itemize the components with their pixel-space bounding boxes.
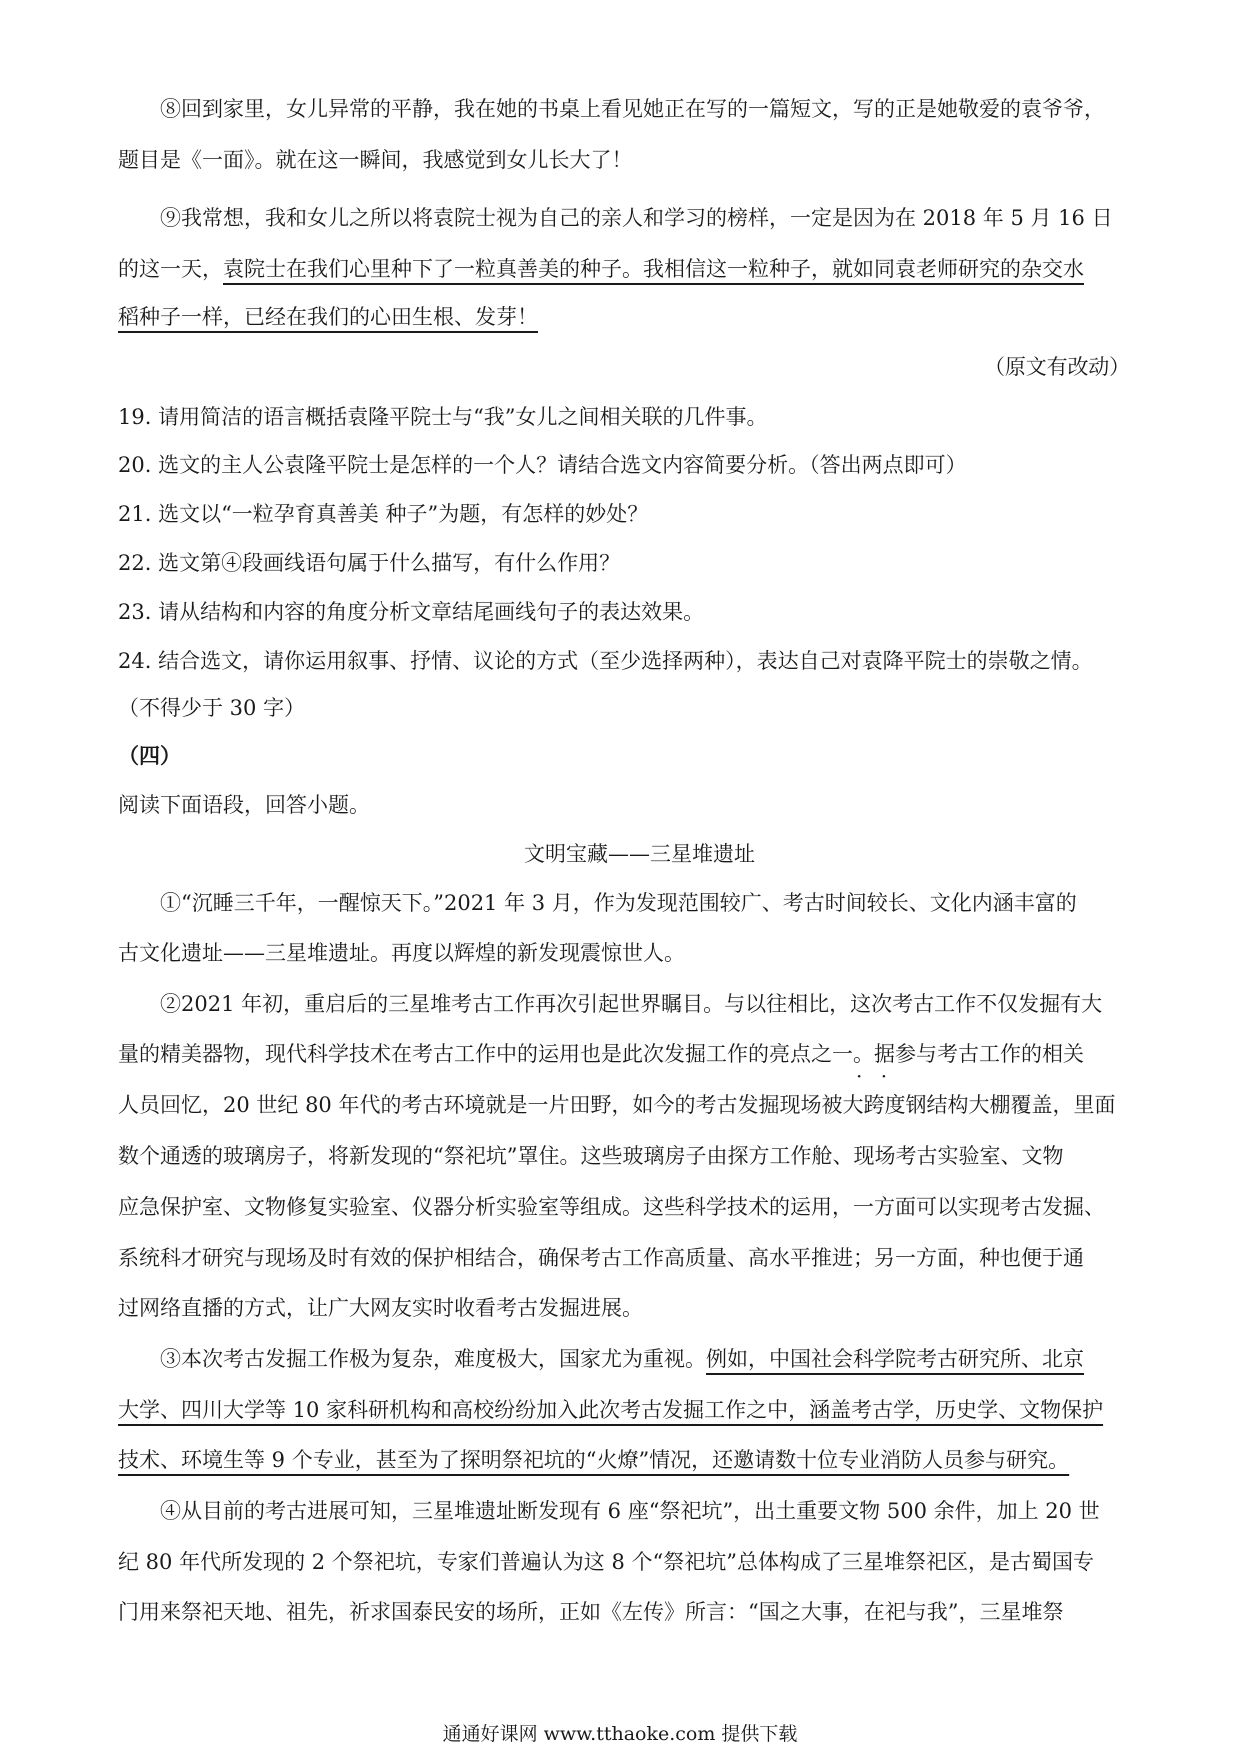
story-p8-line1: ⑧回到家里，女儿异常的平静，我在她的书桌上看见她正在写的一篇短文，写的正是她敬爱的袁爷爷， (160, 97, 1105, 121)
story-p9-line2 (118, 255, 1084, 283)
emphasis-dots: · · (856, 1064, 894, 1088)
article-p2-line1: ②2021 年初，重启后的三星堆考古工作再次引起世界瞩目。与以往相比，这次考古工作不仅发掘有大 (160, 992, 1103, 1016)
article-p2-line2: 量的精美器物，现代科学技术在考古工作中的运用也是此次发掘工作的亮点之一。据参与考古工作的相关 (118, 1042, 1084, 1066)
page-footer: 通通好课网 www.tthaoke.com 提供下载 (442, 1723, 798, 1745)
article-p2-line4: 数个通透的玻璃房子，将新发现的“祭祀坑”罩住。这些玻璃房子由探方工作舱、现场考古实验室、文物 (118, 1144, 1064, 1168)
section-heading: （四） (118, 743, 181, 768)
article-p2-line5: 应急保护室、文物修复实验室、仪器分析实验室等组成。这些科学技术的运用，一方面可以实现考古发掘、 (118, 1195, 1105, 1219)
story-p9-line3 (118, 303, 538, 331)
article-p3-line1 (160, 1345, 1084, 1373)
story-p9-line1: ⑨我常想，我和女儿之所以将袁院士视为自己的亲人和学习的榜样，一定是因为在 2018 年 5 月 16 日 (160, 206, 1113, 230)
story-p8-line2: 题目是《一面》。就在这一瞬间，我感觉到女儿长大了！ (118, 148, 633, 172)
article-p2-line3: 人员回忆，20 世纪 80 年代的考古环境就是一片田野，如今的考古发掘现场被大跨度钢结构大棚覆盖，里面 (118, 1093, 1116, 1117)
article-p3-line3-underlined: 技术、环境生等 9 个专业，甚至为了探明祭祀坑的“火燎”情况，还邀请数十位专业消防人员参与研究。 (118, 1448, 1070, 1472)
article-title: 文明宝藏——三星堆遗址 (524, 842, 755, 866)
question-24: 24. 结合选文，请你运用叙事、抒情、议论的方式（至少选择两种），表达自己对袁降平院士的崇敬之情。 (118, 649, 1093, 673)
story-p9-line3-underlined: 稻种子一样，已经在我们的心田生根、发芽！ (118, 305, 538, 329)
question-22: 22. 选文第④段画线语句属于什么描写，有什么作用？ (118, 551, 621, 575)
article-p3-line2-underlined: 大学、四川大学等 10 家科研机构和高校纷纷加入此次考古发掘工作之中，涵盖考古学，历史学、文物保护 (118, 1398, 1104, 1422)
question-21: 21. 选文以“一粒孕育真善美 种子”为题，有怎样的妙处？ (118, 502, 649, 526)
question-23: 23. 请从结构和内容的角度分析文章结尾画线句子的表达效果。 (118, 600, 705, 624)
story-note: （原文有改动） (984, 355, 1131, 379)
article-p4-line3: 门用来祭祀天地、祖先，祈求国泰民安的场所，正如《左传》所言：“国之大事，在祀与我”，三星堆祭 (118, 1600, 1064, 1624)
article-p3-line3 (118, 1446, 1069, 1474)
article-p3-line1-underlined: 例如，中国社会科学院考古研究所、北京 (706, 1347, 1084, 1371)
story-p9-line2-underlined: 袁院士在我们心里种下了一粒真善美的种子。我相信这一粒种子，就如同袁老师研究的杂交水 (223, 257, 1084, 281)
article-p4-line1: ④从目前的考古进展可知，三星堆遗址断发现有 6 座“祭祀坑”，出土重要文物 500 余件，加上 20 世 (160, 1499, 1100, 1523)
question-24-word-limit: （不得少于 30 字） (118, 696, 306, 720)
article-p1-line1: ①“沉睡三千年，一醒惊天下。”2021 年 3 月，作为发现范围较广、考古时间较长、文化内涵丰富的 (160, 891, 1077, 915)
article-p2-line7: 过网络直播的方式，让广大网友实时收看考古发掘进展。 (118, 1296, 643, 1320)
article-p4-line2: 纪 80 年代所发现的 2 个祭祀坑，专家们普遍认为这 8 个“祭祀坑”总体构成了三星堆祭祀区，是古蜀国专 (118, 1550, 1094, 1574)
article-p3-line1-plain: ③本次考古发掘工作极为复杂，难度极大，国家尤为重视。 (160, 1347, 706, 1371)
article-p1-line2: 古文化遗址——三星堆遗址。再度以辉煌的新发现震惊世人。 (118, 941, 685, 965)
article-p3-line2 (118, 1396, 1103, 1424)
article-p2-line6: 系统科才研究与现场及时有效的保护相结合，确保考古工作高质量、高水平推进；另一方面，种也便于通 (118, 1246, 1084, 1270)
section-instruction: 阅读下面语段，回答小题。 (118, 793, 370, 817)
story-p9-line2-plain: 的这一天， (118, 257, 223, 281)
question-19: 19. 请用简洁的语言概括袁隆平院士与“我”女儿之间相关联的几件事。 (118, 405, 768, 429)
question-20: 20. 选文的主人公袁隆平院士是怎样的一个人？请结合选文内容简要分析。（答出两点即可） (118, 453, 967, 477)
